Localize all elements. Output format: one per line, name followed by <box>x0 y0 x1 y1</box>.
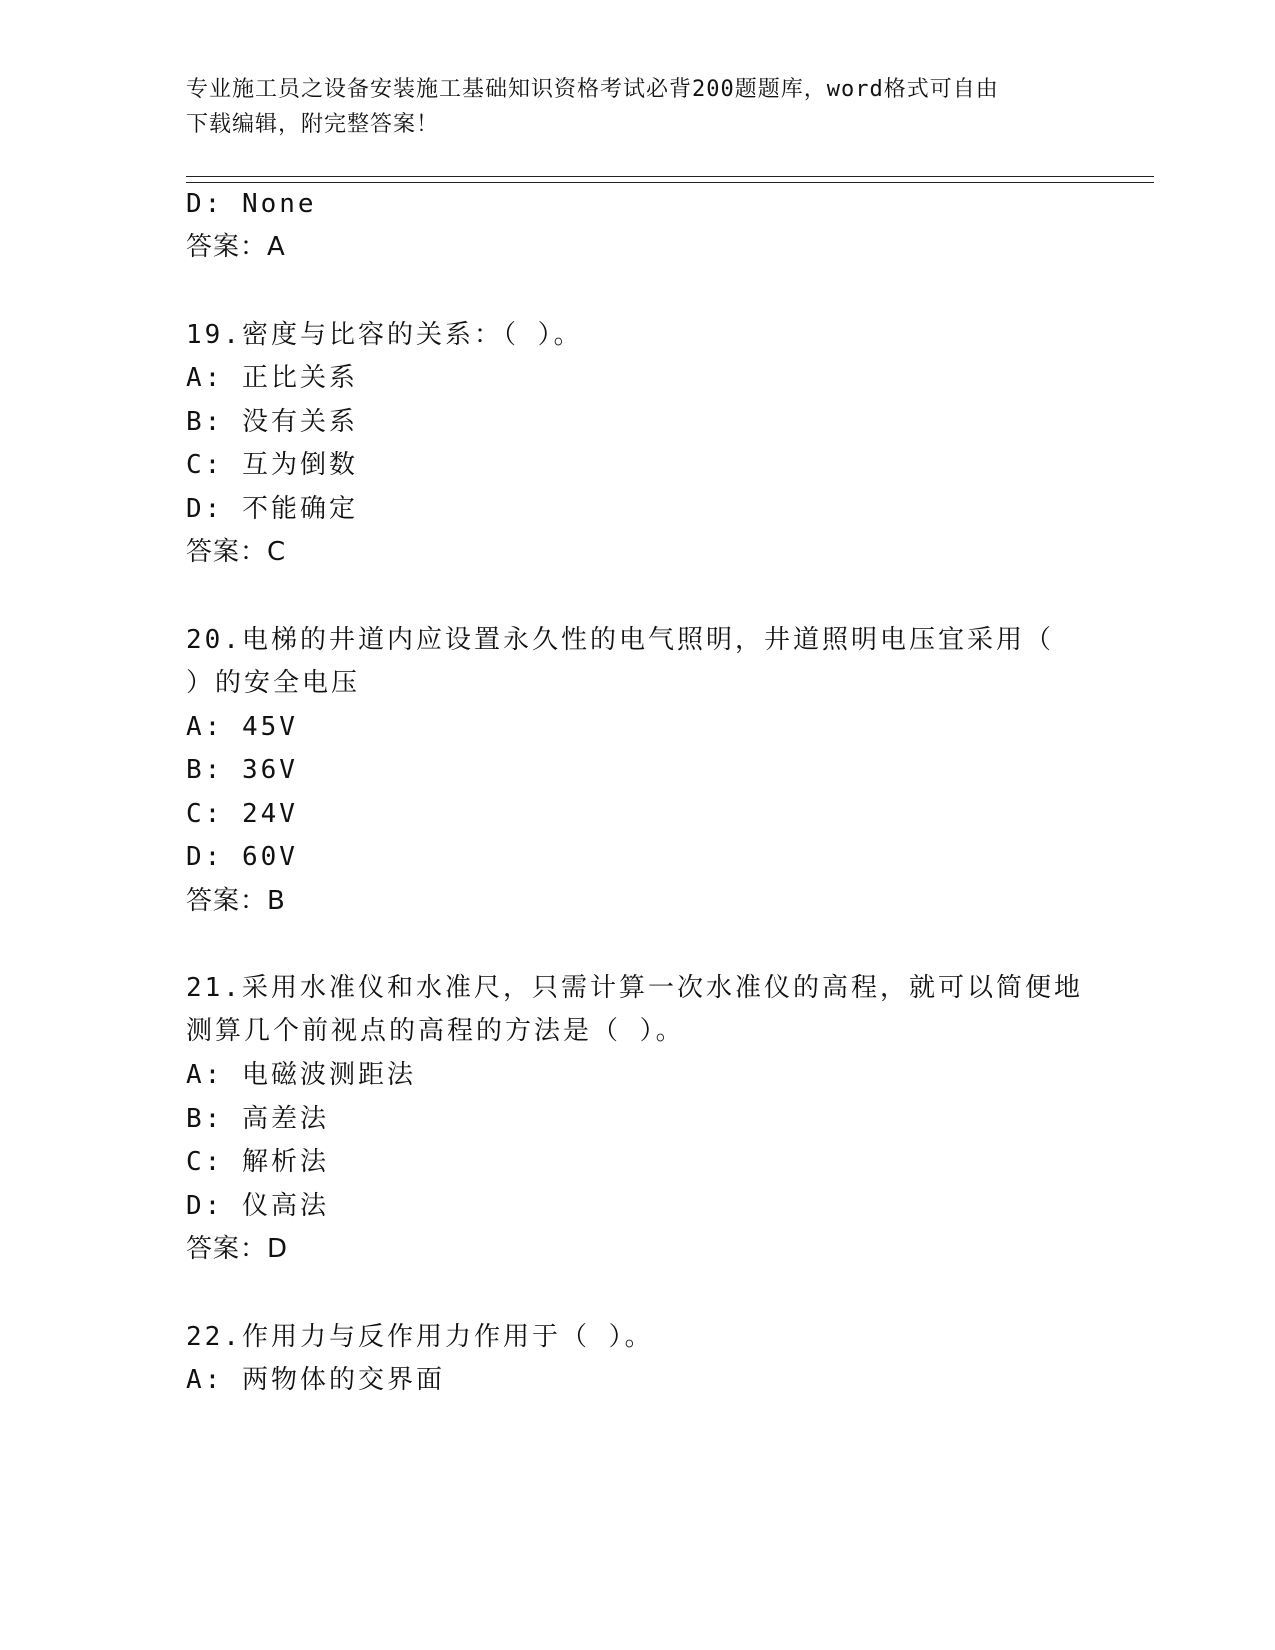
header-divider-bottom <box>186 182 1154 183</box>
answer-q21: 答案：D <box>186 1234 289 1264</box>
option-a-q20: A: 45V <box>186 712 298 742</box>
answer-q20: 答案：B <box>186 886 286 916</box>
header-line-2: 下载编辑，附完整答案！ <box>186 112 440 137</box>
option-d-q19: D: 不能确定 <box>186 494 358 524</box>
question-20-line-1: 20.电梯的井道内应设置永久性的电气照明，井道照明电压宜采用（ <box>186 625 1054 655</box>
document-header <box>186 72 1086 142</box>
option-b-q20: B: 36V <box>186 755 298 785</box>
option-d-q18: D: None <box>186 189 317 219</box>
question-19: 19.密度与比容的关系：（ ）。 <box>186 320 583 350</box>
option-c-q19: C: 互为倒数 <box>186 450 358 480</box>
option-d-q20: D: 60V <box>186 842 298 872</box>
header-line-1: 专业施工员之设备安装施工基础知识资格考试必背200题题库，word格式可自由 <box>186 77 999 102</box>
option-b-q21: B: 高差法 <box>186 1104 329 1134</box>
answer-q18: 答案：A <box>186 232 286 262</box>
answer-q19: 答案：C <box>186 537 287 567</box>
question-21-line-2: 测算几个前视点的高程的方法是（ ）。 <box>186 1016 685 1046</box>
option-c-q20: C: 24V <box>186 799 298 829</box>
question-21-line-1: 21.采用水准仪和水准尺，只需计算一次水准仪的高程，就可以简便地 <box>186 973 1083 1003</box>
option-a-q21: A: 电磁波测距法 <box>186 1060 416 1090</box>
option-a-q19: A: 正比关系 <box>186 363 358 393</box>
option-a-q22: A: 两物体的交界面 <box>186 1365 445 1395</box>
option-d-q21: D: 仪高法 <box>186 1191 329 1221</box>
option-c-q21: C: 解析法 <box>186 1147 329 1177</box>
header-divider-top <box>186 176 1154 177</box>
option-b-q19: B: 没有关系 <box>186 407 358 437</box>
question-20-line-2: ）的安全电压 <box>186 668 361 698</box>
question-22: 22.作用力与反作用力作用于（ ）。 <box>186 1322 654 1352</box>
